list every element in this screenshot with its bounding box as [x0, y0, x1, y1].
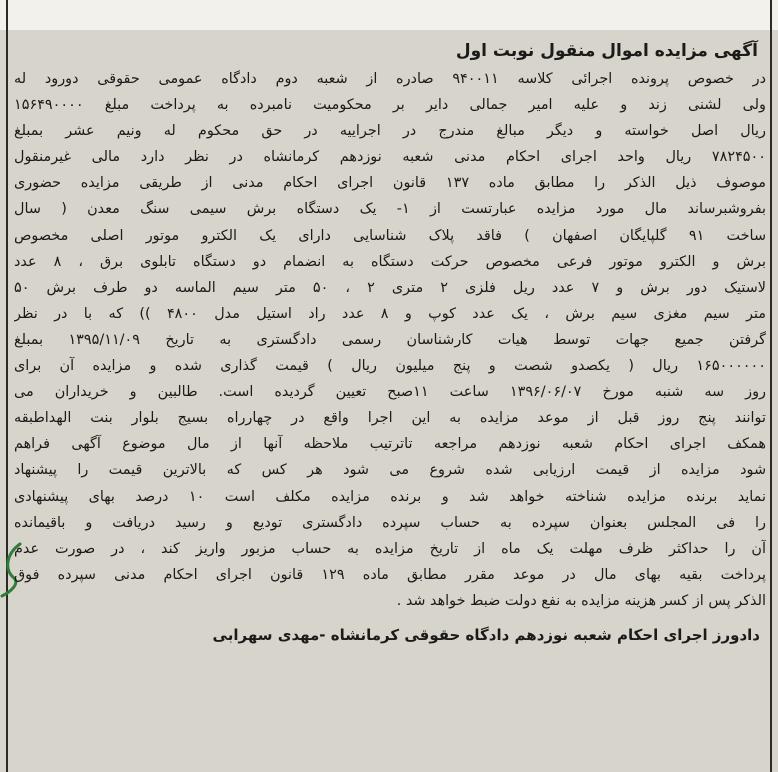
notice-line: نماید برنده مزایده شناخته خواهد شد و برنده مزایده مکلف است ۱۰ درصد بهای پیشنهادی: [14, 488, 766, 505]
notice-line: موصوف ذیل الذکر را مطابق ماده ۱۳۷ قانون اجرای احکام مدنی از طریقی مزایده حضوری: [14, 175, 766, 192]
notice-line: شود مزایده از قیمت ارزیابی شده شروع می شود هر کس که بالاترین قیمت را پیشنهاد: [14, 462, 766, 479]
notice-line: لاستیک دور برش و ۷ عدد ریل فلزی ۲ متری ۲ ، ۵۰ متر سیم الماسه دو طرف برش ۵۰: [14, 279, 766, 296]
notice-line: ساخت ۹۱ گلپایگان اصفهان ) فاقد پلاک شناسایی دارای یک الکترو موتور اصلی مخصوص: [14, 227, 766, 244]
notice-line: ۱۶۵۰۰۰۰۰۰ ریال ( یکصدو شصت و پنج میلیون ریال ) قیمت گذاری شده و مزایده آن برای: [14, 358, 766, 375]
notice-line: در خصوص پرونده اجرائی کلاسه ۹۴۰۰۱۱ صادره از شعبه دوم دادگاه عمومی حقوقی دورود له: [14, 71, 766, 87]
notice-body: [14, 38, 766, 650]
notice-text: [14, 66, 766, 614]
notice-title: آگهی مزایده اموال منقول نوبت اول: [455, 41, 758, 61]
notice-line: متر سیم مغزی سیم برش ، یک عدد کوپ و ۸ عدد راد استیل مدل ۴۸۰۰ )) که با در نظر: [14, 305, 766, 322]
notice-line: الذکر پس از کسر هزینه مزایده به نفع دولت ضبط خواهد شد .: [396, 592, 766, 609]
notice-line: همکف اجرای احکام شعبه نوزدهم مراجعه تاترتیب ملاحظه آنها از مال موضوع آگهی فراهم: [14, 436, 766, 453]
notice-line: بفروشبرساند مال مورد مزایده عبارتست از ۱- یک دستگاه برش سیمی سنگ معدن ( سال: [14, 201, 766, 218]
notice-line: گرفتن جمیع جهات توسط هیات کارشناسان رسمی دادگستری به تاریخ ۱۳۹۵/۱۱/۰۹ بمبلغ: [14, 331, 766, 348]
notice-line: توانند پنج روز قبل از موعد مزایده به این اجرا واقع در چهارراه بسیج بلوار بنت الهداطبقه: [14, 410, 766, 427]
notice-line: ریال اصل خواسته و دیگر مبالغ مندرج در اجراییه در حق محکوم له ونیم عشر بمبلغ: [14, 123, 766, 140]
notice-line: روز سه شنبه مورخ ۱۳۹۶/۰۶/۰۷ ساعت ۱۱صبح تعیین گردیده است. طالبین و خریداران می: [14, 384, 766, 401]
notice-line: آن را حداکثر ظرف مهلت یک ماه از تاریخ مزایده به حساب مزبور واریز کند ، در صورت عدم: [14, 540, 766, 557]
notice-signature: دادورز اجرای احکام شعبه نوزدهم دادگاه حقوقی کرمانشاه -مهدی سهرابی: [212, 625, 760, 644]
notice-line: ۷۸۲۴۵۰۰ ریال واحد اجرای احکام مدنی شعبه نوزدهم کرمانشاه در نظر دارد مالی غیرمنقول: [14, 149, 766, 166]
notice-line: را فی المجلس بعنوان سپرده به حساب سپرده دادگستری تودیع و رسید دریافت و باقیمانده: [14, 514, 766, 531]
notice-line: برش و الکترو موتور فرعی مخصوص حرکت دستگاه به انضمام دو دستگاه تابلوی برق ، ۸ عدد: [14, 253, 766, 270]
notice-line: پرداخت بقیه بهای مال در موعد مقرر مطابق ماده ۱۲۹ قانون اجرای احکام مدنی سپرده فوق: [14, 566, 766, 583]
notice-line: ولی لشنی زند و علیه امیر جمالی دایر بر محکومیت نامبرده به پرداخت مبلغ ۱۵۶۴۹۰۰۰۰: [14, 97, 766, 114]
